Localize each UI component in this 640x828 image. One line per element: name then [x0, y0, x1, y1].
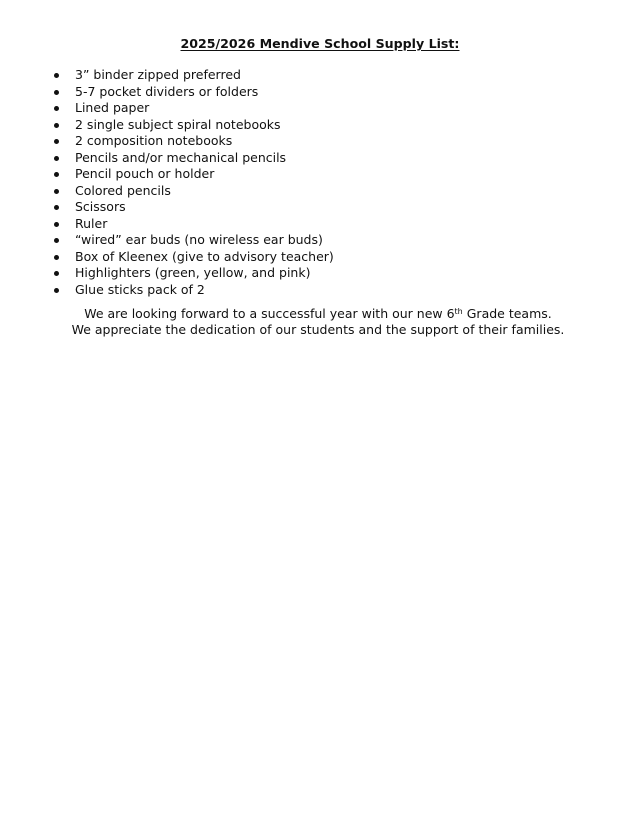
- bullet-icon: [54, 238, 59, 243]
- supply-list: [54, 67, 334, 298]
- list-item: [54, 117, 334, 134]
- bullet-icon: [54, 255, 59, 260]
- bullet-icon: [54, 222, 59, 227]
- bullet-icon: [54, 73, 59, 78]
- supply-item-label: Box of Kleenex (give to advisory teacher): [75, 248, 334, 264]
- document-title: 2025/2026 Mendive School Supply List:: [180, 36, 460, 51]
- supply-item-label: “wired” ear buds (no wireless ear buds): [75, 232, 323, 247]
- bullet-icon: [54, 123, 59, 128]
- supply-item-label: Lined paper: [75, 100, 150, 115]
- bullet-icon: [54, 139, 59, 144]
- supply-item-label: 2 composition notebooks: [75, 133, 233, 148]
- bullet-icon: [54, 90, 59, 95]
- bullet-icon: [54, 205, 59, 210]
- supply-item-label: Pencils and/or mechanical pencils: [75, 149, 287, 165]
- supply-item-label: 2 single subject spiral notebooks: [75, 116, 281, 132]
- list-item: [54, 199, 334, 216]
- bullet-icon: [54, 106, 59, 111]
- list-item: [54, 282, 334, 299]
- supply-item-label: Scissors: [75, 199, 126, 214]
- supply-item-label: Glue sticks pack of 2: [75, 281, 205, 297]
- list-item: [54, 133, 334, 150]
- closing-line-1-end: Grade teams.: [462, 306, 552, 321]
- closing-line-2: We appreciate the dedication of our students and the support of their families.: [71, 322, 565, 337]
- bullet-icon: [54, 172, 59, 177]
- list-item: [54, 150, 334, 167]
- list-item: [54, 84, 334, 101]
- bullet-icon: [54, 288, 59, 293]
- list-item: [54, 232, 334, 249]
- bullet-icon: [54, 189, 59, 194]
- list-item: [54, 249, 334, 266]
- bullet-icon: [54, 156, 59, 161]
- closing-line-1-text: We are looking forward to a successful year with our new 6: [84, 306, 455, 321]
- bullet-icon: [54, 271, 59, 276]
- supply-item-label: 3” binder zipped preferred: [75, 67, 241, 82]
- list-item: [54, 216, 334, 233]
- list-item: [54, 183, 334, 200]
- supply-item-label: Pencil pouch or holder: [75, 166, 215, 181]
- supply-item-label: 5-7 pocket dividers or folders: [75, 83, 259, 99]
- ordinal-suffix: th: [454, 307, 463, 316]
- closing-message: [0, 306, 636, 338]
- supply-item-label: Highlighters (green, yellow, and pink): [75, 265, 311, 280]
- supply-item-label: Ruler: [75, 215, 108, 231]
- supply-item-label: Colored pencils: [75, 182, 171, 198]
- list-item: [54, 67, 334, 84]
- list-item: [54, 166, 334, 183]
- list-item: [54, 265, 334, 282]
- closing-line-1: [0, 306, 636, 322]
- list-item: [54, 100, 334, 117]
